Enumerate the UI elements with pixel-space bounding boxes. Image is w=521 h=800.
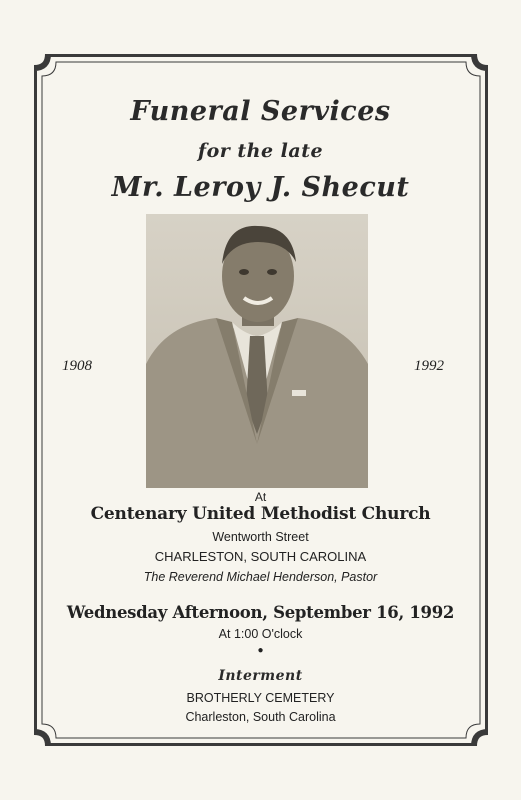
pastor-name: The Reverend Michael Henderson, Pastor: [143, 570, 378, 584]
deceased-name: Mr. Leroy J. Shecut: [111, 172, 410, 203]
church-city: CHARLESTON, SOUTH CAROLINA: [154, 549, 367, 564]
cemetery-location: Charleston, South Carolina: [185, 710, 336, 724]
for-the-late-subtitle: for the late: [197, 140, 324, 162]
service-date: Wednesday Afternoon, September 16, 1992: [66, 603, 455, 622]
funeral-services-title: Funeral Services: [130, 96, 391, 127]
portrait-photo: [146, 214, 368, 488]
bullet-icon: ●: [257, 645, 264, 656]
church-street: Wentworth Street: [212, 530, 309, 544]
at-label: At: [254, 490, 267, 504]
cemetery-name: BROTHERLY CEMETERY: [186, 691, 335, 705]
service-time: At 1:00 O'clock: [218, 627, 303, 641]
interment-heading: Interment: [218, 668, 303, 684]
birth-year: 1908: [62, 358, 92, 374]
death-year: 1992: [414, 358, 444, 374]
church-name: Centenary United Methodist Church: [90, 504, 431, 524]
